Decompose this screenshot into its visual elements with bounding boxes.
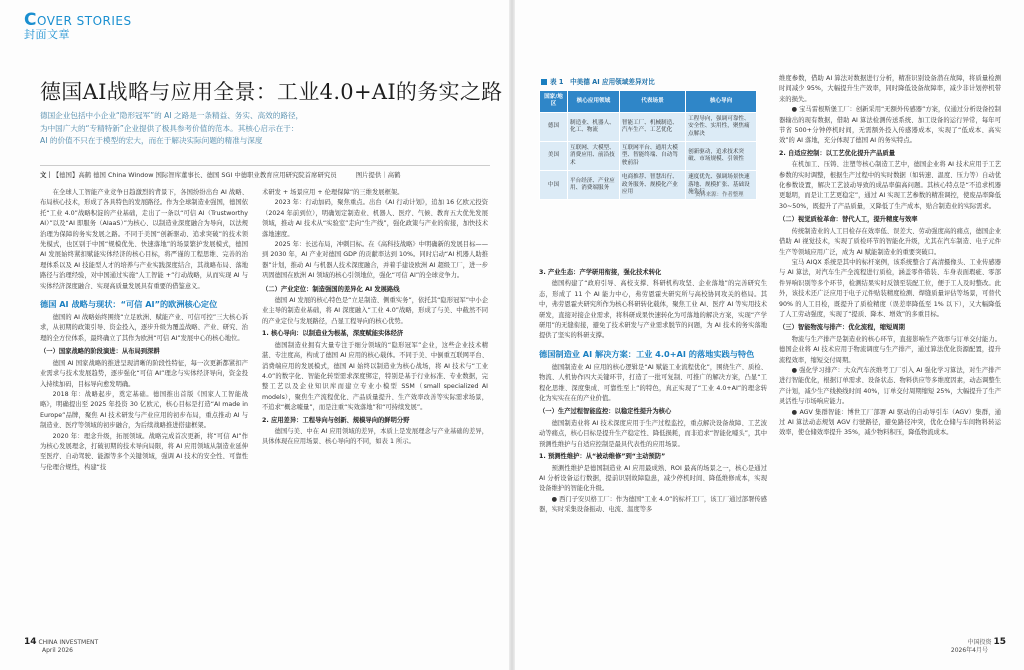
table-row (540, 112, 757, 141)
body-paragraph: 德国制造业 AI 应用的核心逻辑是“AI 赋能工业流程优化”，围绕生产、质检、物流、人机协作四大关键环节，打造了一批可复制、可推广的解决方案，凸显“工程化思维、深度集成、可靠性至上”的特色，真正实现了“工业 4.0+AI”的理念转化为实实在在的产业价值。 (539, 363, 767, 403)
right-column-2 (779, 74, 1001, 439)
body-paragraph: 在机加工、压铸、注塑等核心制造工艺中，德国企业将 AI 技术应用于工艺参数的实时调整，根据生产过程中的实时数据（如转速、温度、压力等）自动优化参数设置，解决工艺波动导致的成品率偏高问题。其核心特点是“不追求机器更聪明，而是让工艺更稳定”，通过 AI 实现工艺参数的精准调控，使废品率降低 30~50%，既提升了产品质量，又降低了生产成本，贴合制造业的实际需求。 (779, 161, 1001, 210)
table-cell: 工程导向，强调可靠性、安全性、实用性，聚焦痛点解决 (686, 112, 757, 141)
article-dek (40, 110, 360, 148)
kicker-word: OVER STORIES (36, 14, 132, 28)
comparison-table (539, 90, 757, 200)
table-cell: 平台经济、产业应用、消费端服务 (568, 171, 620, 200)
body-paragraph: 2023 年：行动加码，聚焦重点。出台《AI 行动计划》，追加 16 亿欧元投资（2024 年前到位），明确划定制造业、机器人、医疗、气候、教育五大优先发展领域，推动 AI 技术从“实验室”走向“生产线”，强化政策与产业的衔接，加快技术落地速度。 (262, 199, 488, 238)
subheading: （一）国家战略的阶段演进：从布局到深耕 (40, 348, 160, 356)
body-paragraph: 德国构建了“政府引导、高校支撑、科研机构攻坚、企业落地”的完善研究生态，形成了 11 个 AI 能力中心，弗劳恩霍夫研究所与高校协同攻关的格局。其中，弗劳恩霍夫研究所作为核心科研转化载体，聚焦工业 AI、医疗 AI 等实用技术研发，直接对接企业需求，将科研成果快速转化为可落地的解决方案，实现“产学研用”的无缝衔接，避免了技术研发与产业需求脱节的问题，为 AI 技术的务实落地提供了坚实的科研支撑。 (539, 280, 767, 340)
subheading: 2. 自适应控制：以工艺优化提升产品质量 (779, 149, 896, 157)
page-number: 15 (993, 637, 1006, 647)
subheading: （一）生产过程智能监控：以稳定性提升为核心 (539, 408, 672, 416)
table-caption (541, 76, 655, 86)
right-folio (951, 638, 1006, 655)
table-cell: 互联网平台、通用大模型、智能终端、自动驾驶前沿 (619, 142, 685, 171)
byline-authors: 【德国】高鹤 德国 China Window 国际智库董事长、德国 SGI 中德职业教育应用研究院首席研究员 (52, 171, 337, 179)
body-paragraph: 德国 AI 国家战略的推进呈现清晰的阶段性特征，每一次更新都紧扣产业需求与技术发展趋势，逐步强化“可信 AI”理念与实体经济导向，资金投入持续加码，目标导向愈发明确。 (40, 359, 248, 388)
table-cell: 中国 (540, 171, 568, 200)
subheading: （二）产业定位：制造强国的差异化 AI 发展路线 (262, 285, 400, 293)
body-paragraph: 2020 年：理念升级，拓展领域。战略完成首次更新，将“可信 AI”作为核心发展理念，打破初期的技术导向局限，将 AI 应用领域从制造业延伸至医疗、自动驾驶、能源等多个关键领域，强调 AI 技术的安全性、可靠性与伦理合规性，构建“技 (40, 432, 248, 471)
subheading: （三）智能物流与排产：优化流程，缩短周期 (779, 324, 905, 332)
issue-date: 2026年4月号 (950, 647, 988, 654)
section-kicker (24, 10, 132, 41)
table-row (540, 142, 757, 171)
subheading: 1. 核心导向：以制造业为根基，深度赋能实体经济 (262, 330, 404, 338)
table-cell: 电商推荐、智慧出行、政务服务、规模化产业应用 (619, 171, 685, 200)
byline (40, 165, 490, 179)
body-paragraph: 维度参数，借助 AI 算法对数据进行分析，精准识别设备潜在故障，将质量检测时间减少 95%，大幅提升生产效率，同时降低设备故障率，减少非计划停机带来的损失。 (779, 75, 1001, 103)
body-paragraph: 传统制造业的人工目检存在效率低、误差大、劳动强度高的痛点，德国企业借助 AI 视觉技术，实现了质检环节的智能化升级，尤其在汽车制造、电子元件生产等领域应用广泛，成为 AI 赋能制造业的重要突破口。 (779, 227, 1001, 256)
table-title: 表 1 中美德 AI 应用领域差异对比 (550, 78, 655, 86)
byline-label: 文｜ (40, 171, 53, 179)
body-paragraph: ● AGV 集群智能：博世工厂部署 AI 驱动的自动导引车（AGV）集群，通过 AI 算法动态规划 AGV 行驶路径，避免路径冲突，优化仓储与车间物料转运效率，使仓储效率提升 35%，减少物料积压，降低物流成本。 (779, 408, 1001, 437)
table-header: 代表场景 (619, 91, 685, 113)
body-paragraph: 宝马 AIQX 系统是其中的标杆案例，该系统整合了高清摄像头、工业传感器与 AI 算法，对汽车生产全流程进行质检，涵盖零件错装、车身表面瑕疵、零部件异响识别等多个环节，检测结果实时反馈至装配工位，便于工人及时整改。此外，该技术还广泛应用于电子元件贴装精度检测、焊缝质量评估等场景，可替代 90% 的人工目检，既提升了质检精度（误差率降低至 1% 以下），又大幅降低了人工劳动强度，实现了“提质、降本、增效”的多重目标。 (779, 258, 1001, 318)
body-paragraph: 术研发 + 场景应用 + 伦理保障”的三维发展框架。 (262, 189, 404, 196)
subheading: （二）视觉质检革命：替代人工，提升精度与效率 (779, 216, 918, 224)
dek-line: AI 的价值不只在于模型的宏大，而在于解决实际问题的精准与深度 (40, 136, 263, 145)
table-cell: 德国 (540, 112, 568, 141)
photo-credit: 图片提供｜高鹤 (355, 171, 401, 179)
subheading: 3. 产业生态：产学研用衔接，强化技术转化 (539, 269, 662, 276)
magazine-name: 中国投资 (967, 639, 992, 646)
table-cell: 美国 (540, 142, 568, 171)
table-source: 资料来源：作者整理 (695, 192, 744, 198)
body-paragraph: ● 宝马雷根斯堡工厂：创新采用“无额外传感器”方案，仅通过分析设备控制器输出的现有数据，借助 AI 算法检测传送系统、加工设备的运行异常，每年可节省 500+分钟停机时间，无需额外投入传感器成本，实现了“低成本、高实效”的 AI 落地，充分体现了德国 AI 的务实特点。 (779, 106, 1001, 145)
body-paragraph: ● 强化学习排产：大众汽车茨维考工厂引入 AI 强化学习算法，对生产排产进行智能优化，根据订单需求、设备状态、物料供应等多维度因素，动态调整生产计划，减少生产线换线时间 40%，订单交付周期缩短 25%，大幅提升了生产灵活性与市场响应能力。 (779, 366, 1001, 406)
subheading: 1. 预测性维护：从“被动维修”到“主动预防” (539, 453, 666, 461)
section-heading: 德国 AI 战略与现状：“可信 AI”的欧洲核心定位 (40, 299, 218, 310)
body-paragraph: 预测性维护是德国制造业 AI 应用最成熟、ROI 最高的场景之一，核心是通过 AI 分析设备运行数据，提前识别故障隐患，减少停机时间、降低维修成本，实现设备维护的智能化升级。 (539, 464, 767, 493)
table-cell: 智能工厂、机械制造、汽车生产、工艺优化 (619, 112, 685, 141)
left-column-1 (40, 188, 248, 473)
body-paragraph: 2025 年：长远布局，冲刺目标。在《高科技战略》中明确新的发展目标——到 2030 年，AI 产业对德国 GDP 的贡献率达到 10%。同时启动“AI 机器人助推器”计划，推动 AI 与机器人技术深度融合，并着手建设欧洲 AI 超级工厂，进一步巩固德国在欧洲 AI 领域的核心引领地位，强化“可信 AI”的全球竞争力。 (262, 241, 488, 280)
subheading: 2. 应用差异：工程导向与创新、规模导向的鲜明分野 (262, 416, 410, 424)
table-header: 核心导向 (686, 91, 757, 113)
body-paragraph: 德国制造业拥有大量专注于细分领域的“隐形冠军”企业，这些企业技术精湛、专注度高，构成了德国 AI 应用的核心载体。不同于美、中倒重互联网平台、消费端应用的发展模式，德国 AI 始终以制造业为核心战场，将 AI 技术与“工业 4.0”的数字化、智能化转型需求深度绑定，特别是基于行业标准、专业数据，完整工艺以及企业知识库而建立专业小模型 SSM（small specialized AI models），聚焦生产流程优化、产品质量提升、生产效率改善等实际需求场景，不追求“概念噱量”，而是注重“实效落地”和“可持续发展”。 (262, 341, 488, 412)
dek-line: 德国企业包括中小企业“隐形冠军”的 AI 之路是一条精益、务实、高效的路径， (40, 111, 304, 120)
dek-line: 为中国广大的“专精特新”企业提供了极具参考价值的范本。其核心启示在于： (40, 123, 299, 133)
table-header: 国家/地区 (540, 91, 568, 113)
right-page (515, 0, 1024, 670)
page-number: 14 (24, 637, 37, 647)
right-column-1 (539, 266, 767, 516)
table-cell: 制造业、机器人、化工、物流 (568, 112, 620, 141)
body-paragraph: ● 西门子安贝格工厂：作为德国“工业 4.0”的标杆工厂，该工厂通过部署传感器，实时采集设备振动、电流、温度等多 (539, 495, 767, 514)
article-headline: 德国AI战略与应用全景：工业4.0+AI的务实之路 (40, 80, 503, 104)
body-paragraph: 德国与美、中在 AI 应用领域的差异，本质上是发展理念与产业基础的差异，具体体现在应用场景、核心导向的不同，如表 1 所示。 (262, 427, 488, 446)
body-paragraph: 德国 AI 发展的核心特色是“立足制造、侧重实务”，依托其“隐形冠军”中小企业主导的制造业基础，将 AI 深度融入“工业 4.0”战略，形成了与美、中截然不同的产业定位与发展路径，凸显工程导向的核心优势。 (262, 297, 488, 325)
left-folio (24, 638, 98, 655)
magazine-name: CHINA INVESTMENT (38, 639, 99, 646)
section-heading: 德国制造业 AI 解决方案：工业 4.0+AI 的落地实践与特色 (539, 348, 755, 359)
table-header: 核心应用领域 (568, 91, 620, 113)
kicker-initial: C (24, 10, 37, 30)
kicker-cn: 封面文章 (24, 28, 70, 41)
table-cell: 互联网、大模型、消费应用、前沿技术 (568, 142, 620, 171)
body-paragraph: 德国的 AI 战略始终围绕“立足欧洲、赋能产业、可信可控”三大核心诉求，从初期的政策引导、资金投入，逐步升级为覆盖战略、产业、研究、治理的全方位体系，最终确立了其作为欧洲“可信 AI”发展中心的核心地位。 (40, 314, 248, 342)
table-cell: 创新驱动，追求技术突破、市场规模、引领性 (686, 142, 757, 171)
body-paragraph: 物流与生产排产是制造业的核心环节，直接影响生产效率与订单交付能力。德国企业将 AI 技术应用于物流调度与生产排产，通过算法优化资源配置，提升流程效率，缩短交付周期。 (779, 335, 1001, 364)
body-paragraph: 德国制造业将 AI 技术深度应用于生产过程监控，重点解决设备故障、工艺波动等痛点，核心目标是提升生产稳定性、降低损耗，而非追求“智能化噱头”，其中预测性维护与自适应控制是最具代表性的应用场景。 (539, 419, 767, 448)
table-header-row (540, 91, 757, 113)
intro-paragraph: 在全球人工智能产业竞争日趋激烈的背景下，各国纷纷出台 AI 战略、布局核心技术，形成了各具特色的发展路径。作为全球制造业强国，德国依托“工业 4.0”战略积淀的产业基础，走出了一条以“可信 AI（Trustworthy AI）”以及“AI 即服务（AIaaS）”为核心、以制造业深度融合为导向，以法规治理为保障的务实发展之路。不同于美国“创新驱动、追求突破”的技术领先模式，也区别于中国“规模优先、快速落地”的场景繁护发展模式，德国 AI 发展始终紧扣赋能实体经济的核心目标，将严谨的工程思维、完善的治理体系以及 AI 技能型人才的培养与产业实践深度结合，其战略布局、落地路径与治理经验，对中国通过实施“人工智能 +”行动战略，从而实现 AI 与实体经济深度融合、实现高质量发展具有重要的借鉴意义。 (40, 189, 248, 290)
caption-marker (541, 79, 547, 85)
body-paragraph: 2018 年：战略起步，奠定基础。德国推出首版《国家人工智能战略》，明确提出至 2025 年投资 30 亿欧元，核心目标是打造“AI made in Europe”品牌，聚焦 AI 技术研发与产业应用的初步布局，重点推动 AI 与制造业、医疗等领域的初步融合，为后续战略推进搭建框架。 (40, 390, 248, 430)
left-column-2 (262, 188, 488, 448)
issue-date: April 2026 (42, 647, 73, 654)
table-cell: 速度优先、强调场景快速落地、规模扩张、基础设施先行 (686, 171, 757, 200)
left-page (0, 0, 509, 670)
